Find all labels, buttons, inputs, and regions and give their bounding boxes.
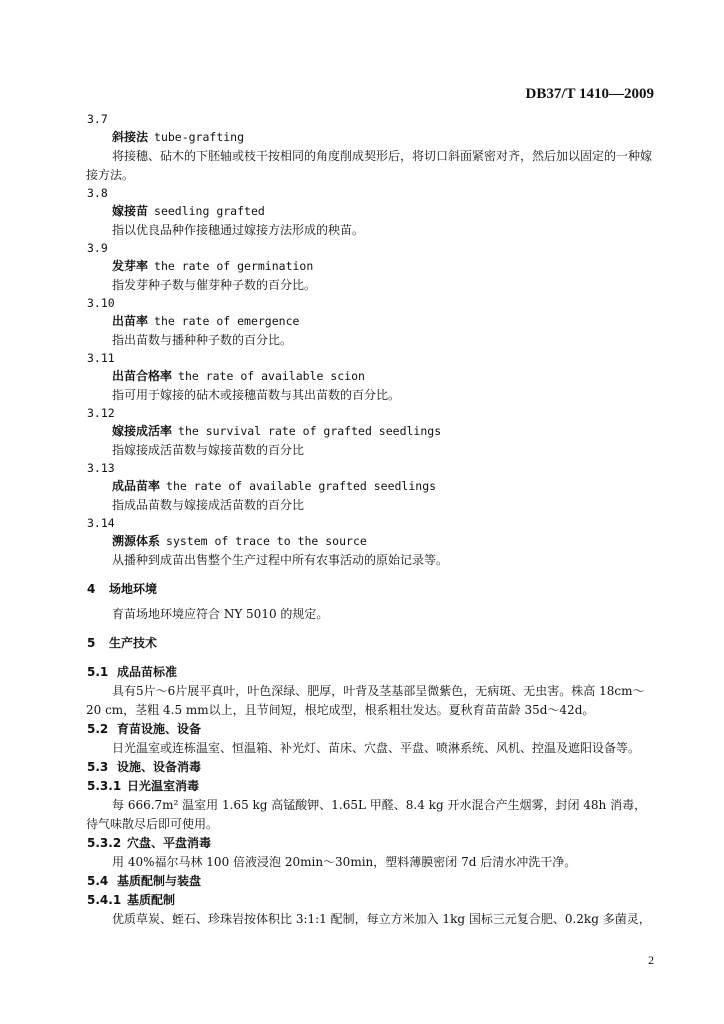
term-number: 3.13 [87, 461, 115, 475]
term-definition: 从播种到成苗出售整个生产过程中所有农事活动的原始记录等。 [112, 553, 449, 567]
page-body [86, 111, 658, 929]
term-english: system of trace to the source [166, 534, 367, 548]
subsection-title: 成品苗标准 [117, 665, 178, 679]
term-english: seedling grafted [154, 204, 265, 218]
term-definition: 指可用于嫁接的砧木或接穗苗数与其出苗数的百分比。 [112, 388, 401, 402]
term-english: the rate of germination [154, 259, 314, 273]
term-chinese: 出苗合格率 [112, 369, 173, 383]
subsubsection-paragraph: 优质草炭、蛭石、珍珠岩按体积比 3:1:1 配制，每立方米加入 1kg 国标三元复合肥、0.2kg 多菌灵， [112, 912, 651, 926]
section-title: 生产技术 [109, 636, 158, 650]
subsection-heading [87, 720, 658, 739]
subsection-title: 设施、设备消毒 [117, 760, 202, 774]
term-entry [86, 295, 658, 350]
section-heading [87, 580, 658, 599]
term-definition: 指嫁接成活苗数与嫁接苗数的百分比 [112, 443, 305, 457]
subsection-title: 育苗设施、设备 [117, 722, 202, 736]
subsubsection-paragraph: 用 40%福尔马林 100 倍液浸泡 20min～30min，塑料薄膜密闭 7d 后清水冲洗干净。 [112, 855, 577, 869]
term-entry [86, 240, 658, 295]
subsection-heading [87, 872, 658, 891]
term-number: 3.12 [87, 406, 115, 420]
subsubsection-title: 日光温室消毒 [127, 779, 200, 793]
term-chinese: 斜接法 [112, 130, 149, 144]
term-entry [86, 515, 658, 570]
subsection-paragraph: 日光温室或连栋温室、恒温箱、补光灯、苗床、穴盘、平盘、喷淋系统、风机、控温及遮阳设备等。 [112, 741, 641, 755]
term-number: 3.10 [87, 296, 115, 310]
term-english: tube-grafting [154, 130, 245, 144]
term-entry [86, 111, 658, 185]
subsubsection-heading [87, 891, 658, 910]
subsubsection-paragraph: 每 666.7m² 温室用 1.65 kg 高锰酸钾、1.65L 甲醛、8.4 kg 开水混合产生烟雾，封闭 48h 消毒，待气味散尽后即可使用。 [86, 798, 647, 831]
term-number: 3.11 [87, 351, 115, 365]
term-definition: 指发芽种子数与催芽种子数的百分比。 [112, 278, 317, 292]
term-number: 3.8 [87, 186, 108, 200]
term-chinese: 成品苗率 [112, 479, 161, 493]
term-number: 3.14 [87, 516, 115, 530]
subsection-heading [87, 758, 658, 777]
section-number: 4 [87, 582, 96, 596]
section-title: 场地环境 [109, 582, 158, 596]
term-chinese: 嫁接成活率 [112, 424, 173, 438]
subsection-number: 5.1 [87, 665, 109, 679]
term-english: the rate of available scion [178, 369, 365, 383]
term-entry [86, 350, 658, 405]
term-definition: 将接穗、砧木的下胚轴或枝干按相同的角度削成契形后，将切口斜面紧密对齐，然后加以固定的一种嫁接方法。 [86, 149, 653, 182]
subsection-number: 5.3 [87, 760, 109, 774]
subsubsection-title: 穴盘、平盘消毒 [127, 836, 212, 850]
subsubsection-number: 5.4.1 [87, 893, 122, 907]
term-english: the survival rate of grafted seedlings [178, 424, 442, 438]
section-heading [87, 634, 658, 653]
subsection-heading [87, 663, 658, 682]
term-entry [86, 460, 658, 515]
term-chinese: 出苗率 [112, 314, 149, 328]
term-definition: 指以优良品种作接穗通过嫁接方法形成的秧苗。 [112, 223, 365, 237]
term-entry [86, 185, 658, 240]
subsubsection-heading [87, 834, 658, 853]
subsubsection-number: 5.3.2 [87, 836, 122, 850]
term-english: the rate of emergence [154, 314, 300, 328]
section-number: 5 [87, 636, 96, 650]
subsection-number: 5.2 [87, 722, 109, 736]
term-chinese: 发芽率 [112, 259, 149, 273]
subsection-title: 基质配制与装盘 [117, 874, 202, 888]
document-code-header: DB37/T 1410—2009 [525, 86, 654, 102]
term-entry [86, 405, 658, 460]
section-paragraph: 育苗场地环境应符合 NY 5010 的规定。 [112, 607, 329, 621]
term-number: 3.9 [87, 241, 108, 255]
term-definition: 指成品苗数与嫁接成活苗数的百分比 [112, 498, 305, 512]
term-chinese: 溯源体系 [112, 534, 161, 548]
term-english: the rate of available grafted seedlings [166, 479, 437, 493]
subsubsection-number: 5.3.1 [87, 779, 122, 793]
subsubsection-heading [87, 777, 658, 796]
term-number: 3.7 [87, 112, 108, 126]
term-chinese: 嫁接苗 [112, 204, 149, 218]
page-number: 2 [648, 953, 654, 967]
subsubsection-title: 基质配制 [127, 893, 176, 907]
subsection-paragraph: 具有5片～6片展平真叶，叶色深绿、肥厚，叶背及茎基部呈微紫色，无病斑、无虫害。株高 18cm～20 cm，茎粗 4.5 mm以上，且节间短，根坨成型，根系粗壮发达。夏秋育苗苗龄 35d～42d。 [86, 684, 645, 717]
term-definition: 指出苗数与播种种子数的百分比。 [112, 333, 293, 347]
subsection-number: 5.4 [87, 874, 109, 888]
